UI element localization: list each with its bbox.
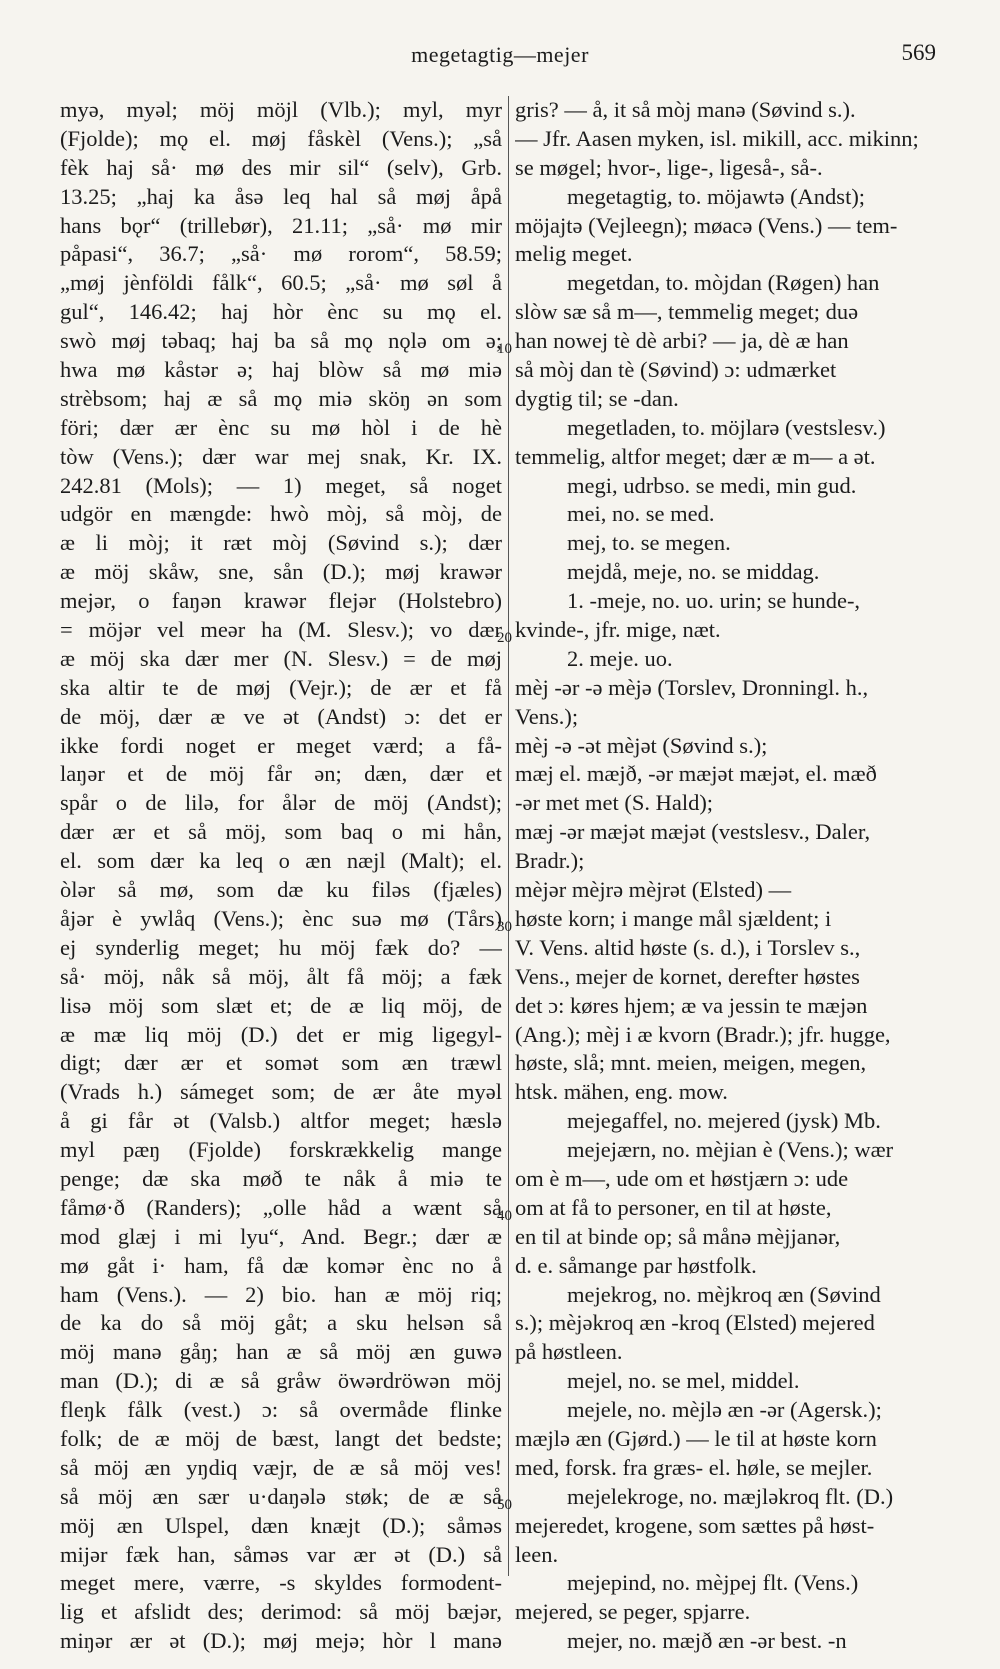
right-column-line: (Ang.); mèj i æ kvorn (Bradr.); jfr. hugge, [515, 1021, 891, 1047]
left-column-line: mijər fæk han, såməs var ær ət (D.) så [60, 1541, 502, 1567]
left-column-line: æ li mòj; it ræt mòj (Søvind s.); dær [60, 530, 502, 556]
left-column-line: mod glæj i mi lyu“, And. Begr.; dær æ [60, 1223, 502, 1249]
left-column-line: fèk haj så· mø des mir sil“ (selv), Grb. [60, 154, 502, 180]
left-column-line: man (D.); di æ så gråw öwərdröwən möj [60, 1368, 502, 1394]
left-column-line: æ möj skåw, sne, sån (D.); møj krawər [60, 559, 502, 585]
page-header [0, 38, 1000, 78]
left-column-line: föri; dær ær ènc su mø hòl i de hè [60, 414, 502, 440]
left-column-line: = möjər vel meər ha (M. Slesv.); vo dær [60, 617, 502, 643]
left-column-line: fåmø·ð (Randers); „olle håd a wænt så [60, 1194, 502, 1220]
left-column-line: ej synderlig meget; hu möj fæk do? — [60, 934, 502, 960]
right-column-line: høste korn; i mange mål sjældent; i [515, 905, 832, 931]
right-column-line: med, forsk. fra græs- el. høle, se mejler. [515, 1454, 873, 1480]
right-column-line: mæj el. mæjð, -ər mæjət mæjət, el. mæð [515, 761, 877, 787]
right-column-line: mæj -ər mæjət mæjət (vestslesv., Daler, [515, 819, 871, 845]
right-column-line: s.); mèjəkroq æn -kroq (Elsted) mejered [515, 1310, 875, 1336]
right-column-line: megetdan, to. mòjdan (Røgen) han [567, 270, 880, 296]
right-column-line: megetladen, to. möjlarə (vestslesv.) [567, 414, 886, 440]
right-column-line: på høstleen. [515, 1339, 623, 1365]
left-column-line: mø gåt i· ham, få dæ komər ènc no å [60, 1252, 502, 1278]
right-column-line: mei, no. se med. [567, 501, 715, 527]
right-column-line: gris? — å, it så mòj manə (Søvind s.). [515, 97, 856, 122]
line-number: 40 [497, 1208, 512, 1224]
left-column-line: 13.25; „haj ka åsə leq hal så møj åpå [60, 183, 502, 209]
line-number: 30 [497, 919, 512, 935]
right-column-line: en til at binde op; så månə mèjjanər, [515, 1223, 841, 1249]
left-column-line: penge; dæ ska møð te nåk å miə te [60, 1165, 502, 1191]
right-column-line: se møgel; hvor-, lige-, ligeså-, så-. [515, 154, 823, 180]
line-number: 20 [497, 630, 512, 646]
left-column-line: möj æn Ulspel, dæn knæjt (D.); såməs [60, 1512, 502, 1538]
right-column-line: — Jfr. Aasen myken, isl. mikill, acc. mikinn; [515, 125, 919, 151]
right-column-line: høste, slå; mnt. meien, meigen, megen, [515, 1050, 867, 1076]
left-column-line: udgör en mængde: hwò mòj, så mòj, de [60, 501, 502, 527]
right-column-line: mejel, no. se mel, middel. [567, 1368, 800, 1394]
left-column-line: æ mæ liq möj (D.) det er mig ligegyl- [60, 1021, 502, 1047]
left-column-line: spår o de lilə, for ålər de möj (Andst); [60, 790, 502, 816]
column-divider [508, 96, 509, 1576]
right-column-line: Vens., mejer de kornet, derefter høstes [515, 963, 860, 989]
right-column-line: slòw sæ så m—, temmelig meget; duə [515, 299, 859, 325]
right-column-line: mejeredet, krogene, som sættes på høst- [515, 1512, 875, 1538]
right-column-line: Bradr.); [515, 848, 585, 874]
right-column-line: mejered, se peger, spjarre. [515, 1599, 751, 1625]
left-column-line: 242.81 (Mols); — 1) meget, så noget [60, 472, 502, 498]
right-column-line: möjajtə (Vejleegn); møacə (Vens.) — tem- [515, 212, 898, 238]
page-number: 569 [901, 40, 936, 65]
left-column-line: digt; dær ær et somət som æn træwl [60, 1050, 502, 1076]
left-column-line: swò møj təbaq; haj ba så mǫ nǫlə om ə; [60, 328, 502, 354]
right-column-line: om at få to personer, en til at høste, [515, 1194, 832, 1220]
right-column-line: mæjlə æn (Gjørd.) — le til at høste korn [515, 1425, 877, 1451]
right-column-line: d. e. såmange par høstfolk. [515, 1252, 757, 1278]
right-column-line: melig meget. [515, 241, 633, 267]
left-column-line: lisə möj som slæt et; de æ liq möj, de [60, 992, 502, 1018]
left-column-line: „møj jènföldi fålk“, 60.5; „så· mø søl å [60, 270, 502, 296]
right-column-line: mejepind, no. mèjpej flt. (Vens.) [567, 1570, 859, 1596]
right-column-line: htsk. mähen, eng. mow. [515, 1079, 728, 1105]
right-column-line: mejekrog, no. mèjkroq æn (Søvind [567, 1281, 881, 1307]
left-column-line: dær ær et så möj, som baq o mi hån, [60, 819, 502, 845]
left-column-line: så möj æn sær u·daŋələ støk; de æ så [60, 1483, 502, 1509]
right-column-line: V. Vens. altid høste (s. d.), i Torslev s., [515, 934, 861, 960]
left-column-line: åjər è ywlåq (Vens.); ènc suə mø (Tårs) [60, 905, 502, 931]
left-column-line: ham (Vens.). — 2) bio. han æ möj riq; [60, 1281, 502, 1307]
line-number: 50 [497, 1497, 512, 1513]
right-column-line: megi, udrbso. se medi, min gud. [567, 472, 857, 498]
left-column-line: miŋər ær ət (D.); møj mejə; hòr l manə [60, 1628, 502, 1654]
left-column-line: hans bǫr“ (trillebør), 21.11; „så· mø mir [60, 212, 502, 238]
left-column-line: òlər så mø, som dæ ku filəs (fjæles) [60, 877, 502, 903]
left-column-line: myə, myəl; möj möjl (Vlb.); myl, myr [60, 97, 502, 122]
left-column-line: æ möj ska dær mer (N. Slesv.) = de møj [60, 645, 502, 671]
left-column-line: de möj, dær æ ve ət (Andst) ɔ: det er [60, 703, 502, 729]
left-column-line: meget mere, værre, -s skyldes formodent- [60, 1570, 502, 1596]
right-column-line: mejdå, meje, no. se middag. [567, 559, 820, 585]
left-column-line: påpasi“, 36.7; „så· mø rorom“, 58.59; [60, 241, 502, 267]
right-column-line: mejelekroge, no. mæjləkroq flt. (D.) [567, 1483, 894, 1509]
right-column-line: mej, to. se megen. [567, 530, 731, 556]
left-column-line: lig et afslidt des; derimod: så möj bæjər, [60, 1599, 502, 1625]
left-column-line: mejər, o faŋən krawər flejər (Holstebro) [60, 588, 502, 614]
left-column-line: så· möj, nåk så möj, ålt få möj; a fæk [60, 963, 502, 989]
right-column-line: leen. [515, 1541, 559, 1567]
right-column-line: Vens.); [515, 703, 579, 729]
right-column-line: mejegaffel, no. mejered (jysk) Mb. [567, 1108, 881, 1134]
left-column-line: laŋər et de möj får ən; dæn, dær et [60, 761, 502, 787]
right-column-line: det ɔ: køres hjem; æ va jessin te mæjən [515, 992, 868, 1018]
left-column-line: ikke fordi noget er meget værd; a få- [60, 732, 502, 758]
left-column [60, 96, 502, 1656]
right-column-line: mejele, no. mèjlə æn -ər (Agersk.); [567, 1397, 882, 1423]
left-column-line: möj manə gåŋ; han æ så möj æn guwə [60, 1339, 502, 1365]
left-column-line: el. som dær ka leq o æn næjl (Malt); el. [60, 848, 502, 874]
running-head: megetagtig—mejer [411, 42, 589, 67]
line-number: 10 [497, 341, 512, 357]
right-column-line: han nowej tè dè arbi? — ja, dè æ han [515, 328, 849, 354]
left-column-line: hwa mø kåstər ə; haj blòw så mø miə [60, 357, 502, 383]
left-column-line: (Vrads h.) sámeget som; de ær åte myəl [60, 1079, 502, 1105]
right-column-line: mèj -ər -ə mèjə (Torslev, Dronningl. h., [515, 674, 869, 700]
right-column [515, 96, 957, 1656]
left-column-line: strèbsom; haj æ så mǫ miə sköŋ ən som [60, 385, 502, 411]
right-column-line: 1. -meje, no. uo. urin; se hunde-, [567, 588, 861, 614]
right-column-line: så mòj dan tè (Søvind) ɔ: udmærket [515, 357, 837, 383]
right-column-line: mejejærn, no. mèjian è (Vens.); wær [567, 1137, 894, 1163]
right-column-line: mejer, no. mæjð æn -ər best. -n [567, 1628, 847, 1654]
left-column-line: de ka do så möj gåt; a sku helsən så [60, 1310, 502, 1336]
right-column-line: megetagtig, to. möjawtə (Andst); [567, 183, 866, 209]
left-column-line: å gi får ət (Valsb.) altfor meget; hæslə [60, 1108, 502, 1134]
right-column-line: mèj -ə -ət mèjət (Søvind s.); [515, 732, 768, 758]
left-column-line: ska altir te de møj (Vejr.); de ær et få [60, 674, 502, 700]
left-column-line: så möj æn yŋdiq væjr, de æ så möj ves! [60, 1454, 502, 1480]
left-column-line: myl pæŋ (Fjolde) forskrækkelig mange [60, 1137, 502, 1163]
right-column-line: om è m—, ude om et høstjærn ɔ: ude [515, 1165, 849, 1191]
right-column-line: kvinde-, jfr. mige, næt. [515, 617, 721, 643]
left-column-line: fleŋk fålk (vest.) ɔ: så overmåde flinke [60, 1397, 502, 1423]
left-column-line: tòw (Vens.); dær war mej snak, Kr. IX. [60, 443, 502, 469]
right-column-line: temmelig, altfor meget; dær æ m— a ət. [515, 443, 876, 469]
left-column-line: (Fjolde); mǫ el. møj fåskèl (Vens.); „så [60, 125, 502, 151]
right-column-line: mèjər mèjrə mèjrət (Elsted) — [515, 877, 792, 903]
left-column-line: gul“, 146.42; haj hòr ènc su mǫ el. [60, 299, 502, 325]
right-column-line: -ər met met (S. Hald); [515, 790, 714, 816]
right-column-line: dygtig til; se -dan. [515, 385, 679, 411]
left-column-line: folk; de æ möj de bæst, langt det bedste; [60, 1425, 502, 1451]
right-column-line: 2. meje. uo. [567, 645, 673, 671]
